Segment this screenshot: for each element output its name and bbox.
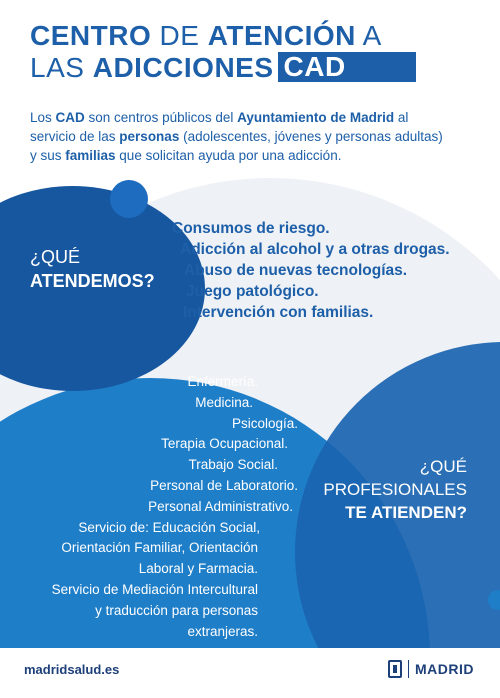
cad-label-box: CAD [278, 52, 416, 82]
logo-divider [408, 660, 409, 678]
title-word: LAS [30, 52, 85, 83]
brand-name: MADRID [415, 661, 474, 677]
list-item: Terapia Ocupacional. [161, 436, 288, 452]
list-item: Enfermería. [187, 374, 258, 389]
list-item: Psicología. [231, 415, 298, 431]
services-list [170, 218, 450, 323]
title-word: ATENCIÓN [207, 20, 356, 51]
list-item: Personal Administrativo. [148, 498, 293, 514]
list-item: Consumos de riesgo. [172, 220, 330, 237]
list-item: Trabajo Social. [188, 457, 278, 473]
title-line-2 [30, 52, 416, 84]
question-what-we-attend: ¿QUÉ ATENDEMOS? [30, 247, 155, 291]
professionals-list [0, 372, 298, 642]
list-item: Abuso de nuevas tecnologías. [184, 262, 408, 279]
list-item: Servicio de Mediación Intercultural [51, 581, 258, 597]
list-item: Laboral y Farmacia. [138, 561, 258, 577]
list-item: Servicio de: Educación Social, [78, 519, 260, 535]
title-line-1 [30, 20, 416, 52]
title-word: ADICCIONES [92, 52, 274, 83]
small-decorative-circle [110, 180, 148, 218]
list-item: Juego patológico. [186, 283, 319, 300]
list-item: extranjeras. [187, 623, 258, 639]
page-title [30, 20, 416, 84]
list-item: Medicina. [195, 394, 253, 410]
list-item: Orientación Familiar, Orientación [61, 540, 258, 556]
list-item: Personal de Laboratorio. [150, 477, 298, 493]
madrid-crest-icon [388, 660, 402, 678]
title-word: CENTRO [30, 20, 152, 51]
list-item: Intervención con familias. [183, 304, 374, 321]
website-link[interactable]: madridsalud.es [24, 662, 120, 677]
title-word: A [362, 20, 382, 51]
title-word: DE [159, 20, 200, 51]
intro-paragraph: Los CAD son centros públicos del Ayuntamiento de Madrid al servicio de las personas (adolescentes, jóvenes y personas adultas) y sus familias que solicitan ayuda por una adicción. [30, 110, 443, 163]
madrid-logo [388, 660, 474, 678]
list-item: y traducción para personas [95, 602, 258, 618]
list-item: Adicción al alcohol y a otras drogas. [180, 241, 450, 258]
question-which-professionals: ¿QUÉ PROFESIONALES TE ATIENDEN? [323, 457, 467, 522]
